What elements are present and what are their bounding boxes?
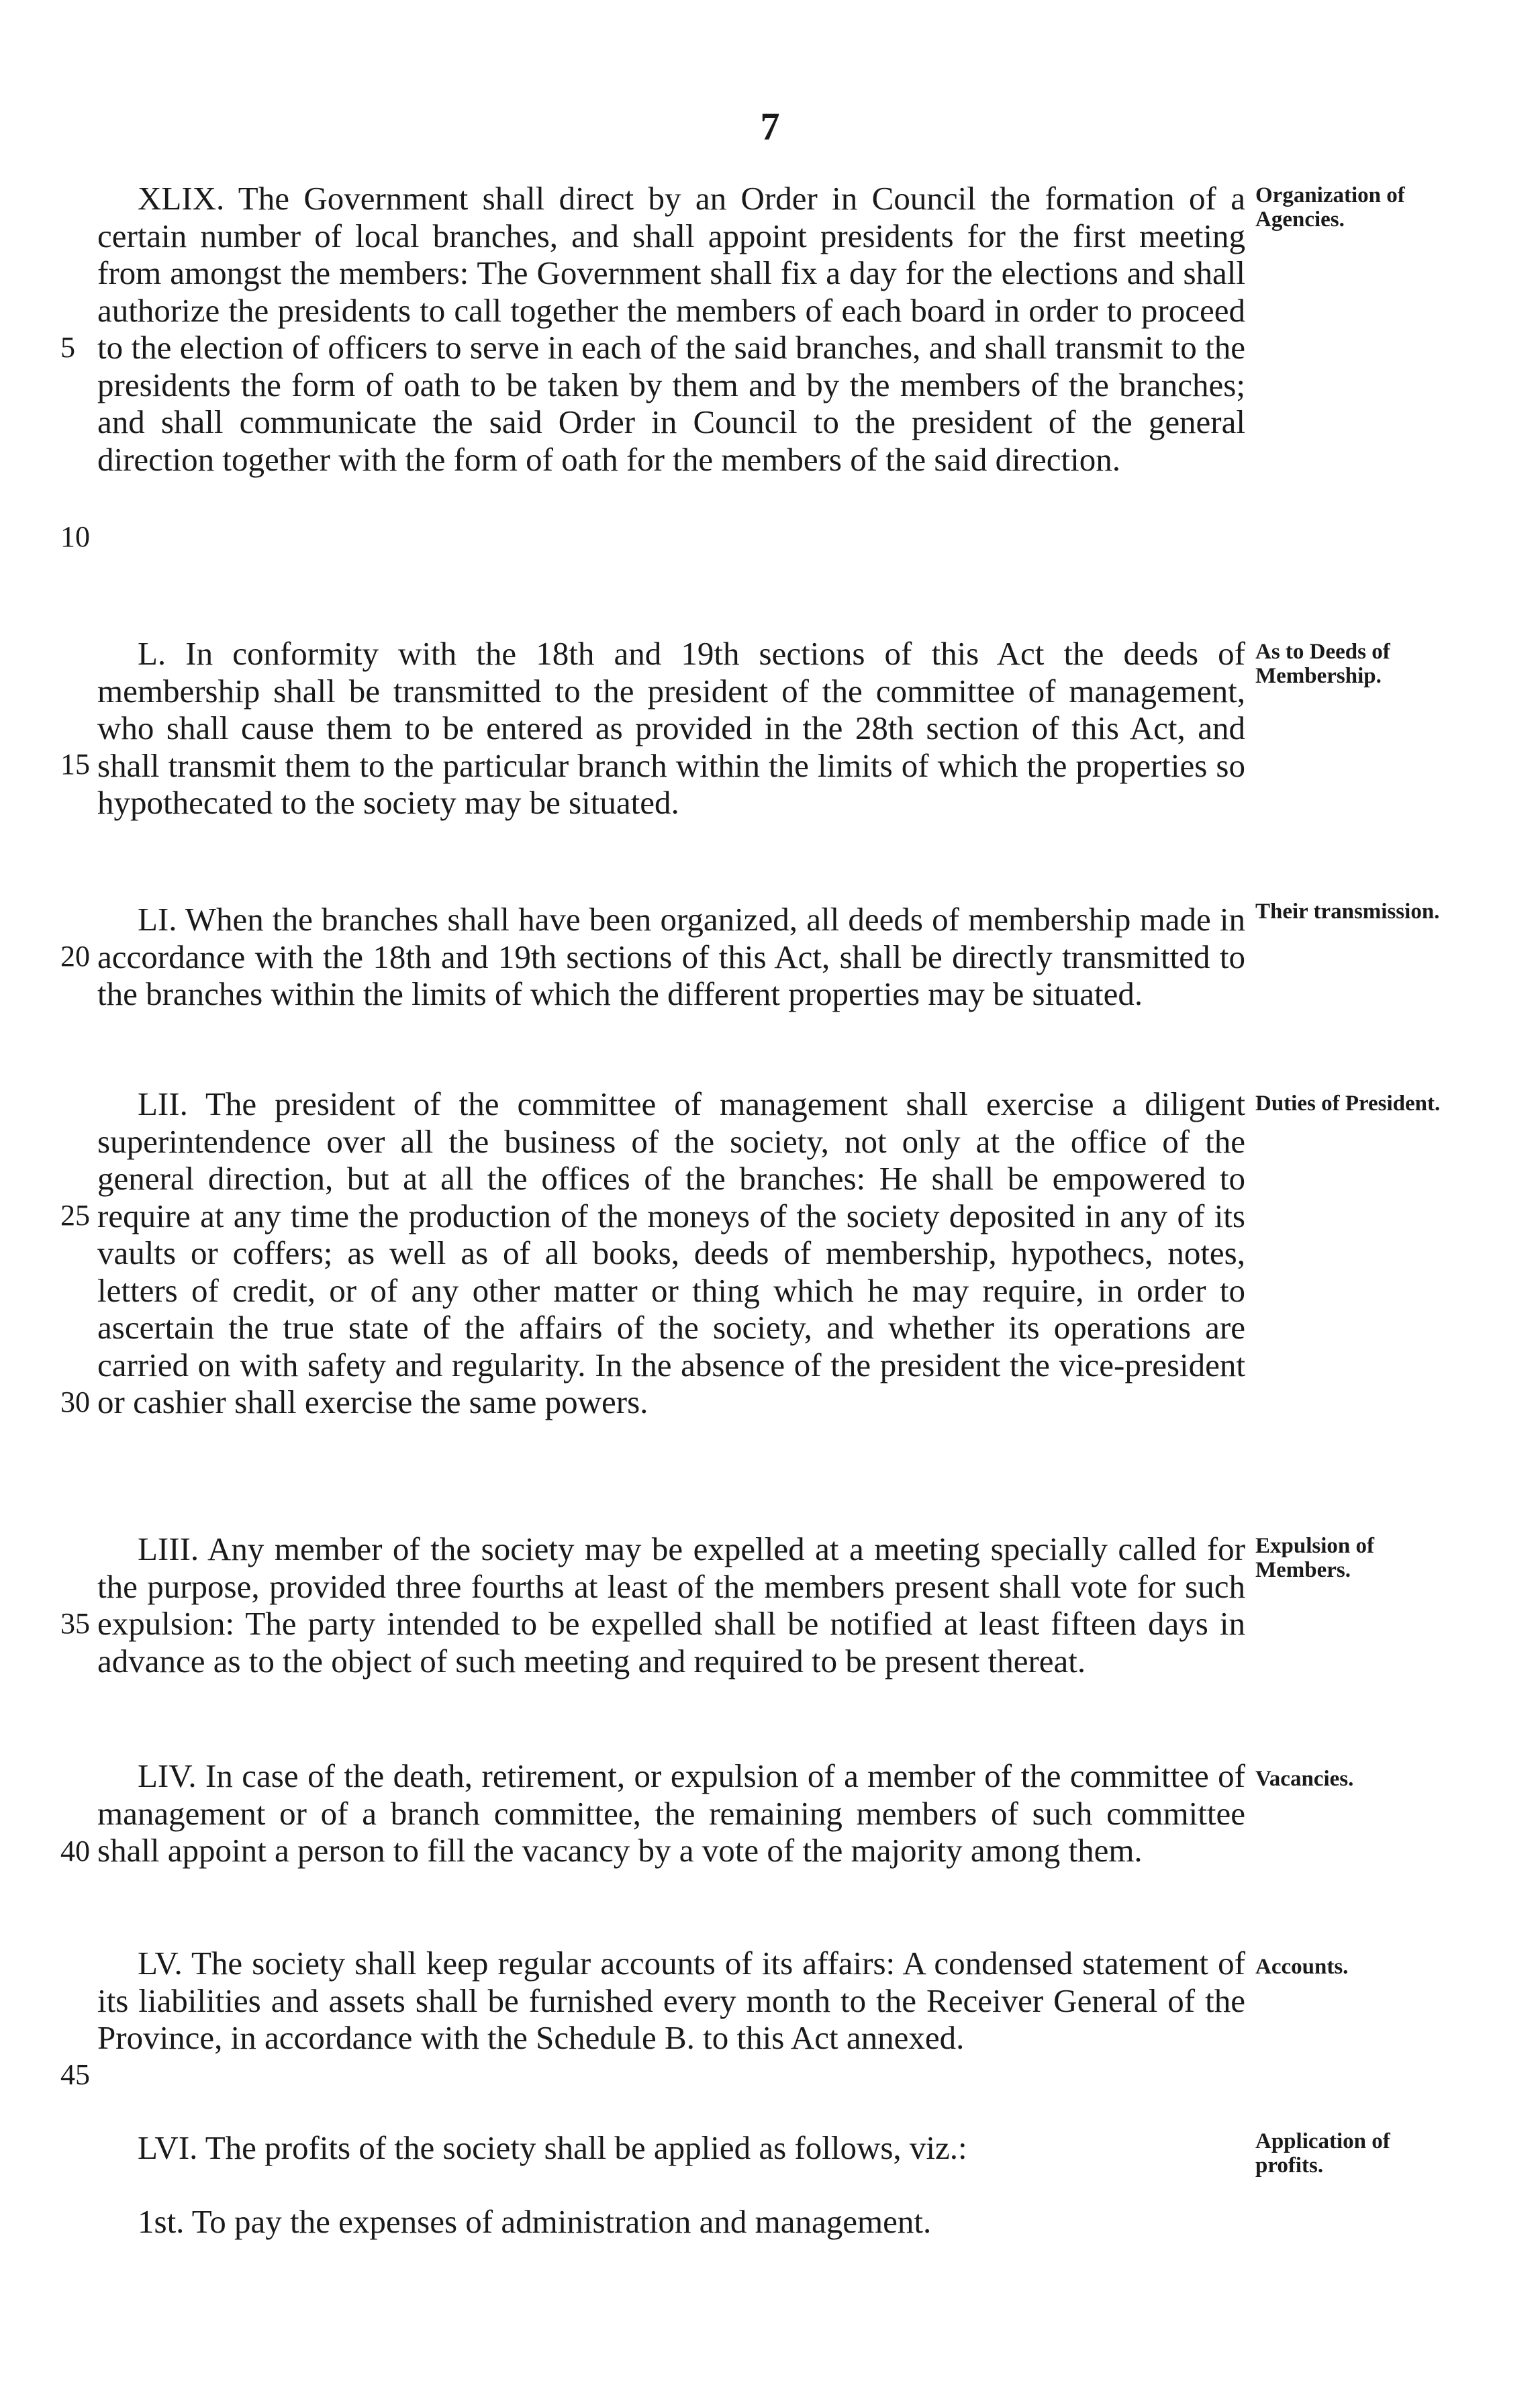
line-number: 10 xyxy=(60,520,90,553)
section-lv xyxy=(97,1945,1245,2057)
side-note-expulsion: Expulsion of Members. xyxy=(1255,1534,1374,1582)
line-number: 30 xyxy=(60,1385,90,1418)
section-liv xyxy=(97,1757,1245,1869)
side-note-accounts: Accounts. xyxy=(1255,1955,1349,1979)
section-xlix xyxy=(97,180,1245,478)
section-text: LIII. Any member of the society may be expelled at a meeting specially called for the purpose, provided three fourths at least of the members present shall vote for such expulsion: The party intended to be expelled shall be notified at least fifteen days in advance as to the object of such meeting and required to be present thereat. xyxy=(97,1530,1245,1680)
line-number: 25 xyxy=(60,1199,90,1232)
section-text: LI. When the branches shall have been organized, all deeds of membership made in accordance with the 18th and 19th sections of this Act, shall be directly transmitted to the branches within the limits of which the different properties may be situated. xyxy=(97,901,1245,1012)
section-text: LV. The society shall keep regular accounts of its affairs: A condensed statement of its liabilities and assets shall be furnished every month to the Receiver General of the Province, in accordance with the Schedule B. to this Act annexed. xyxy=(97,1945,1245,2056)
side-note-duties: Duties of President. xyxy=(1255,1091,1441,1116)
side-note-vacancies: Vacancies. xyxy=(1255,1767,1354,1791)
line-number: 45 xyxy=(60,2058,90,2091)
section-liii xyxy=(97,1530,1245,1680)
side-note-deeds: As to Deeds of Membership. xyxy=(1255,640,1390,688)
section-text: L. In conformity with the 18th and 19th sections of this Act the deeds of membership shall be transmitted to the president of the committee of management, who shall cause them to be entered as provided in the 28th section of this Act, and shall transmit them to the particular branch within the limits of which the properties so hypothecated to the society may be situated. xyxy=(97,635,1245,821)
side-note-organization: Organization of Agencies. xyxy=(1255,183,1405,232)
section-li xyxy=(97,901,1245,1013)
section-text: LVI. The profits of the society shall be applied as follows, viz.: xyxy=(138,2129,967,2166)
side-note-application: Application of profits. xyxy=(1255,2129,1390,2178)
section-text: XLIX. The Government shall direct by an Order in Council the formation of a certain number of local branches, and shall appoint presidents for the first meeting from amongst the members: The Government shall fix a day for the elections and shall authorize the presidents to call together the members of each board in order to proceed to the election of officers to serve in each of the said branches, and shall transmit to the presidents the form of oath to be taken by them and by the members of the branches; and shall communicate the said Order in Council to the president of the general direction together with the form of oath for the members of the said direction. xyxy=(97,180,1245,478)
section-text: 1st. To pay the expenses of administration and management. xyxy=(138,2203,932,2240)
line-number: 5 xyxy=(60,331,75,364)
section-text: LII. The president of the committee of management shall exercise a diligent superintendence over all the business of the society, not only at the office of the general direction, but at all the offices of the branches: He shall be empowered to require at any time the production of the moneys of the society deposited in any of its vaults or coffers; as well as of all books, deeds of membership, hypothecs, notes, letters of credit, or of any other matter or thing which he may require, in order to ascertain the true state of the affairs of the society, and whether its operations are carried on with safety and regularity. In the absence of the president the vice-president or cashier shall exercise the same powers. xyxy=(97,1085,1245,1420)
line-number: 35 xyxy=(60,1607,90,1640)
page-number: 7 xyxy=(760,105,780,148)
section-text: LIV. In case of the death, retirement, or expulsion of a member of the committee of management or of a branch committee, the remaining members of such committee shall appoint a person to fill the vacancy by a vote of the majority among them. xyxy=(97,1757,1245,1869)
section-lii xyxy=(97,1085,1245,1421)
side-note-transmission: Their transmission. xyxy=(1255,899,1440,924)
section-lvi-item-1 xyxy=(97,2203,1245,2241)
line-number: 15 xyxy=(60,748,90,781)
line-number: 40 xyxy=(60,1835,90,1867)
section-l xyxy=(97,635,1245,822)
section-lvi xyxy=(97,2129,1245,2167)
line-number: 20 xyxy=(60,940,90,973)
